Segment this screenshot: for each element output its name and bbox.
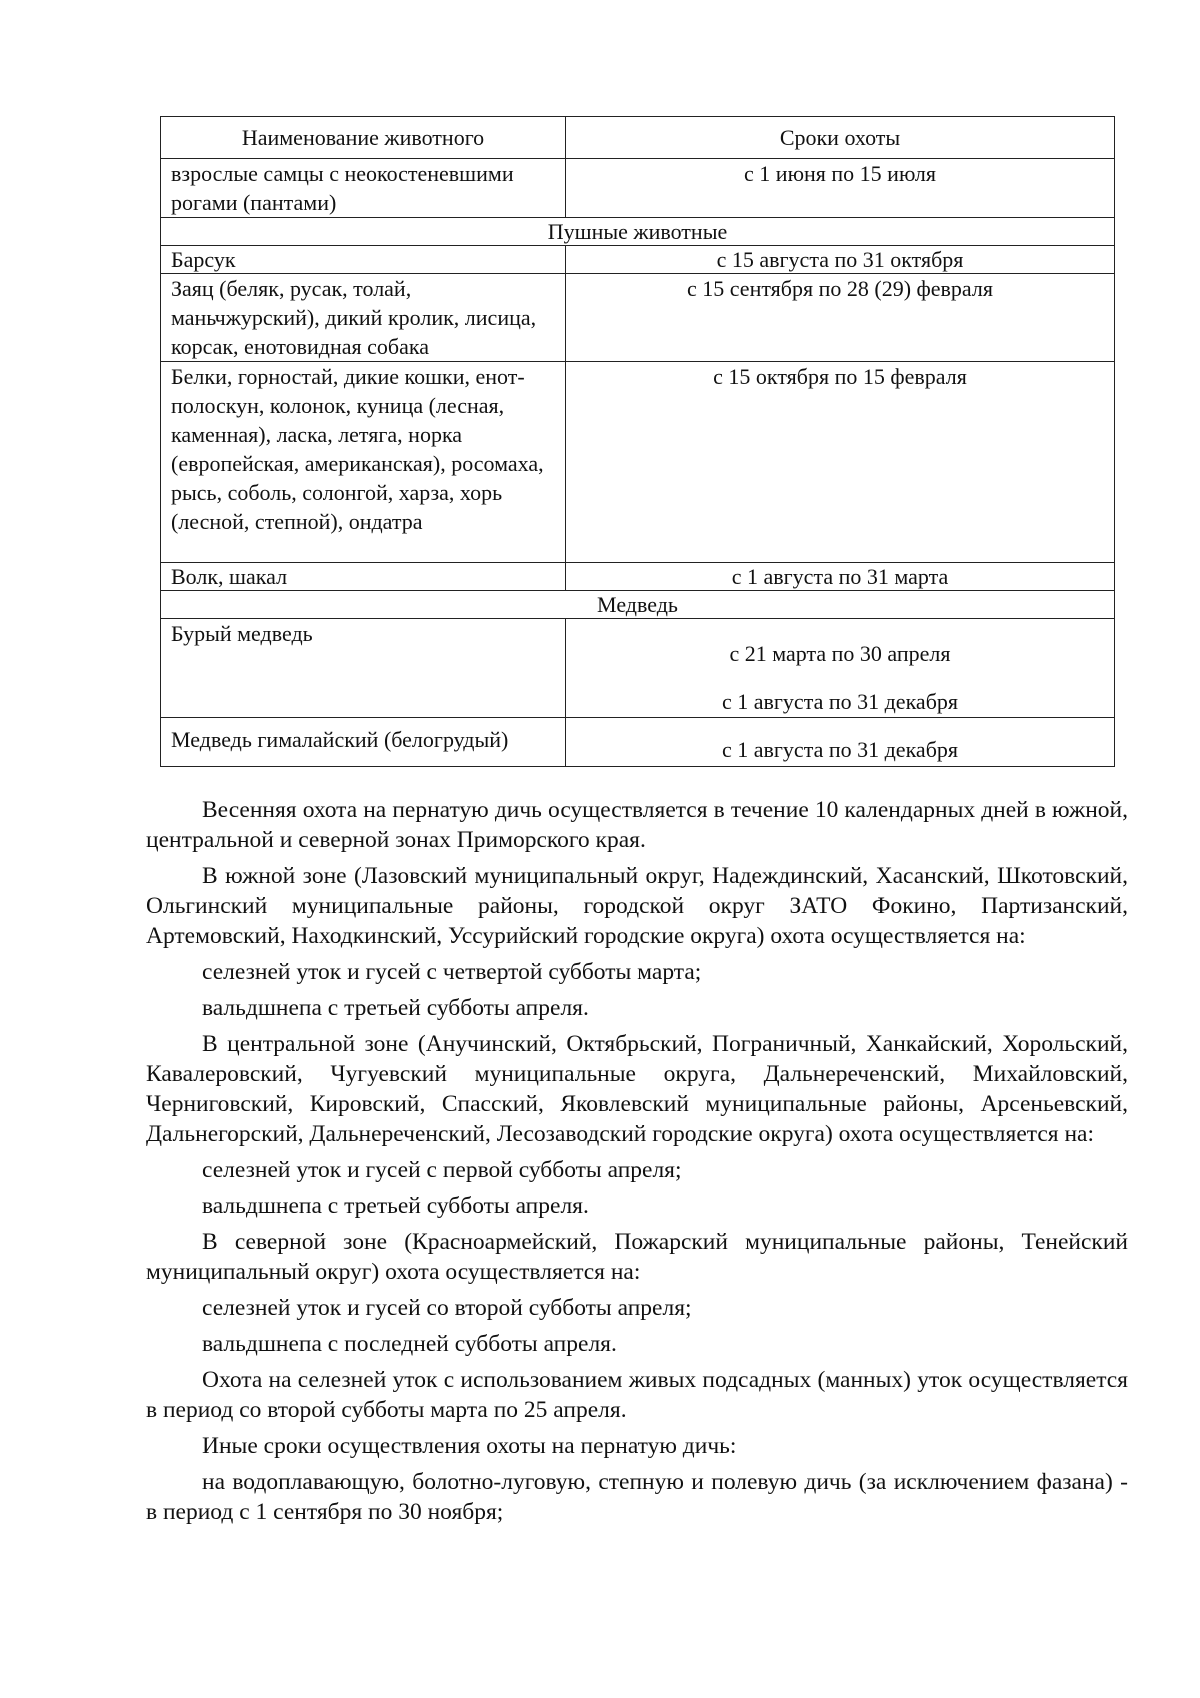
list-item: селезней уток и гусей со второй субботы апреля; xyxy=(202,1295,692,1321)
hunting-periods-table xyxy=(160,116,1115,767)
paragraph: В северной зоне (Красноармейский, Пожарский муниципальные районы, Тенейский муниципальный округ) охота осуществляется на: xyxy=(146,1229,1128,1285)
paragraph: на водоплавающую, болотно-луговую, степную и полевую дичь (за исключением фазана) - в период с 1 сентября по 30 ноября; xyxy=(146,1469,1128,1525)
table-row xyxy=(161,274,1115,362)
list-item: селезней уток и гусей с четвертой субботы марта; xyxy=(202,959,702,985)
animal-cell: Белки, горностай, дикие кошки, енот-полоскун, колонок, куница (лесная, каменная), ласка, летяга, норка (европейская, американская), росомаха, рысь, соболь, солонгой, харза, хорь (лесной, степной), ондатра xyxy=(161,362,566,563)
list-item: вальдшнепа с третьей субботы апреля. xyxy=(202,995,589,1021)
period-cell: с 15 августа по 31 октября xyxy=(566,246,1115,274)
group-heading: Пушные животные xyxy=(161,218,1115,246)
body-text xyxy=(146,795,1128,1533)
period-cell: с 15 октября по 15 февраля xyxy=(566,362,1115,563)
paragraph: В центральной зоне (Анучинский, Октябрьский, Пограничный, Ханкайский, Хорольский, Кавалеровский, Чугуевский муниципальные округа, Дальнереченский, Михайловский, Черниговский, Кировский, Спасский, Яковлевский муниципальные районы, Арсеньевский, Дальнегорский, Дальнереченский, Лесозаводский городские округа) охота осуществляется на: xyxy=(146,1031,1128,1147)
animal-cell: Заяц (беляк, русак, толай, маньчжурский), дикий кролик, лисица, корсак, енотовидная собака xyxy=(161,274,566,362)
animal-cell: Барсук xyxy=(161,246,566,274)
animal-cell: Волк, шакал xyxy=(161,563,566,591)
group-row-bear xyxy=(161,591,1115,619)
table-row xyxy=(161,246,1115,274)
period-cell: с 15 сентября по 28 (29) февраля xyxy=(566,274,1115,362)
table-row xyxy=(161,159,1115,218)
period-cell: с 1 августа по 31 марта xyxy=(566,563,1115,591)
table-header-row xyxy=(161,117,1115,159)
list-item: вальдшнепа с последней субботы апреля. xyxy=(202,1331,617,1357)
group-heading: Медведь xyxy=(161,591,1115,619)
period-spring: с 21 марта по 30 апреля xyxy=(729,641,951,666)
list-item: вальдшнепа с третьей субботы апреля. xyxy=(202,1193,589,1219)
column-header-period: Сроки охоты xyxy=(566,117,1115,159)
paragraph: Охота на селезней уток с использованием живых подсадных (манных) уток осуществляется в период со второй субботы марта по 25 апреля. xyxy=(146,1367,1128,1423)
column-header-animal: Наименование животного xyxy=(161,117,566,159)
period-cell xyxy=(566,619,1115,718)
table-row xyxy=(161,362,1115,563)
paragraph: В южной зоне (Лазовский муниципальный округ, Надеждинский, Хасанский, Шкотовский, Ольгинский муниципальные районы, городской округ ЗАТО Фокино, Партизанский, Артемовский, Находкинский, Уссурийский городские округа) охота осуществляется на: xyxy=(146,863,1128,949)
group-row-fur xyxy=(161,218,1115,246)
table-row xyxy=(161,619,1115,718)
animal-cell: Медведь гималайский (белогрудый) xyxy=(161,718,566,767)
list-item: селезней уток и гусей с первой субботы апреля; xyxy=(202,1157,682,1183)
paragraph: Иные сроки осуществления охоты на пернатую дичь: xyxy=(202,1433,737,1459)
paragraph: Весенняя охота на пернатую дичь осуществляется в течение 10 календарных дней в южной, центральной и северной зонах Приморского края. xyxy=(146,797,1128,853)
period-cell: с 1 июня по 15 июля xyxy=(566,159,1115,218)
table-row xyxy=(161,718,1115,767)
period-autumn: с 1 августа по 31 декабря xyxy=(721,689,959,714)
animal-cell: Бурый медведь xyxy=(161,619,566,718)
table-row xyxy=(161,563,1115,591)
period-cell: с 1 августа по 31 декабря xyxy=(566,718,1115,767)
animal-cell: взрослые самцы с неокостеневшими рогами (пантами) xyxy=(161,159,566,218)
